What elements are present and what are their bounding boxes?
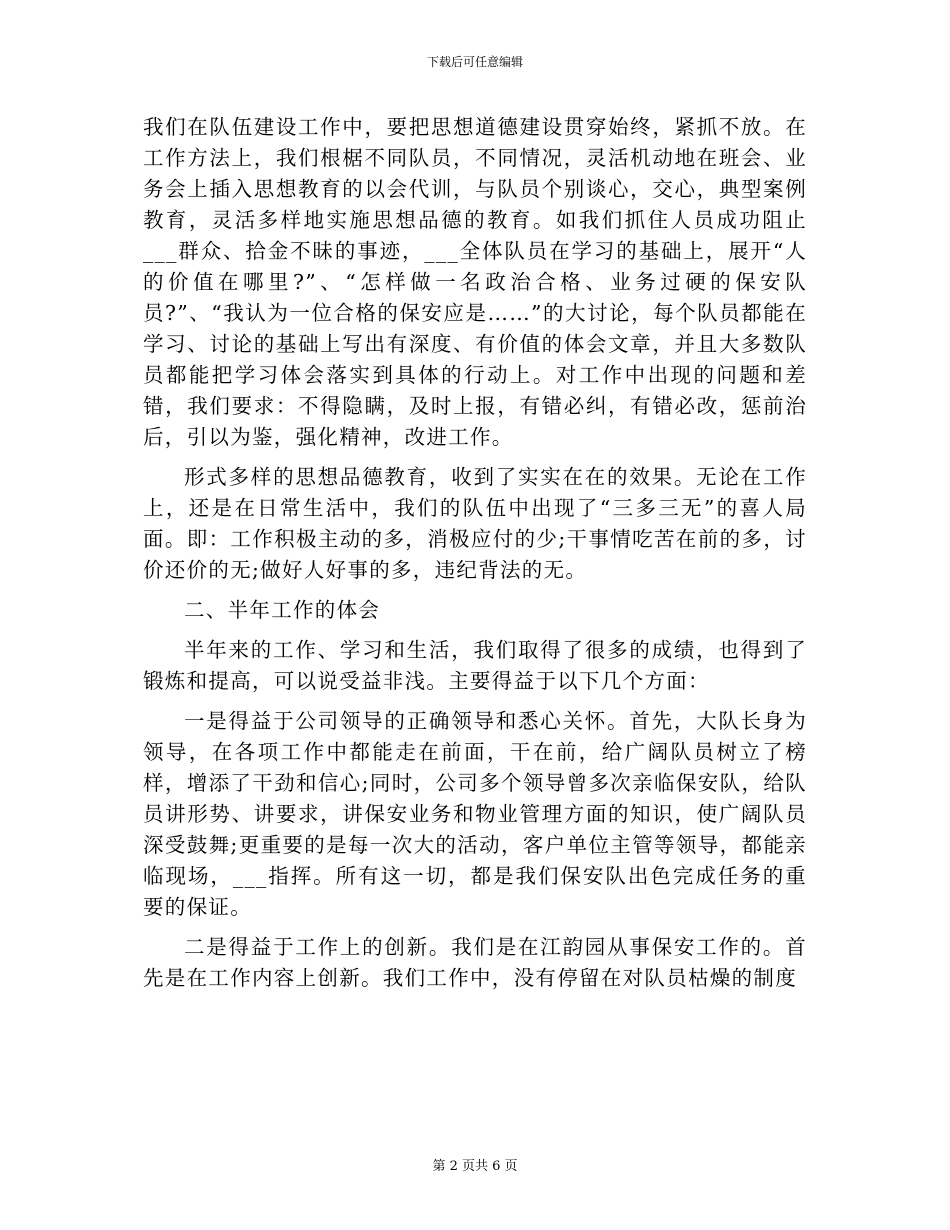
paragraph-leadership: 一是得益于公司领导的正确领导和悉心关怀。首先，大队长身为领导，在各项工作中都能走在前面，干在前，给广阔队员树立了榜样，增添了干劲和信心;同时，公司多个领导曾多次亲临保安队，给队员讲形势、讲要求，讲保安业务和物业管理方面的知识，使广阔队员深受鼓舞;更重要的是每一次大的活动，客户单位主管等领导，都能亲临现场，___指挥。所有这一切，都是我们保安队出色完成任务的重要的保证。 <box>143 709 807 919</box>
page-footer: 第 2 页共 6 页 <box>432 1159 518 1174</box>
document-body <box>143 112 807 1003</box>
paragraph-innovation: 二是得益于工作上的创新。我们是在江韵园从事保安工作的。首先是在工作内容上创新。我们工作中，没有停留在对队员枯燥的制度 <box>143 935 807 990</box>
page-header: 下载后可任意编辑 <box>426 55 523 69</box>
paragraph-education-effect: 形式多样的思想品德教育，收到了实实在在的效果。无论在工作上，还是在日常生活中，我们的队伍中出现了“三多三无”的喜人局面。即：工作积极主动的多，消极应付的少;干事情吃苦在前的多，讨价还价的无;做好人好事的多，违纪背法的无。 <box>143 465 807 582</box>
paragraph-half-year-summary: 半年来的工作、学习和生活，我们取得了很多的成绩，也得到了锻炼和提高，可以说受益非浅。主要得益于以下几个方面： <box>143 638 807 693</box>
section-heading-experience: 二、半年工作的体会 <box>184 598 381 622</box>
paragraph-team-building: 我们在队伍建设工作中，要把思想道德建设贯穿始终，紧抓不放。在工作方法上，我们根椐不同队员，不同情况，灵活机动地在班会、业务会上插入思想教育的以会代训，与队员个别谈心，交心，典型案例教育，灵活多样地实施思想品德的教育。如我们抓住人员成功阻止___群众、拾金不昧的事迹，___全体队员在学习的基础上，展开“人的价值在哪里?”、“怎样做一名政治合格、业务过硬的保安队员?”、“我认为一位合格的保安应是……”的大讨论，每个队员都能在学习、讨论的基础上写出有深度、有价值的体会文章，并且大多数队员都能把学习体会落实到具体的行动上。对工作中出现的问题和差错，我们要求：不得隐瞒，及时上报，有错必纠，有错必改，惩前治后，引以为鉴，强化精神，改进工作。 <box>143 115 807 449</box>
